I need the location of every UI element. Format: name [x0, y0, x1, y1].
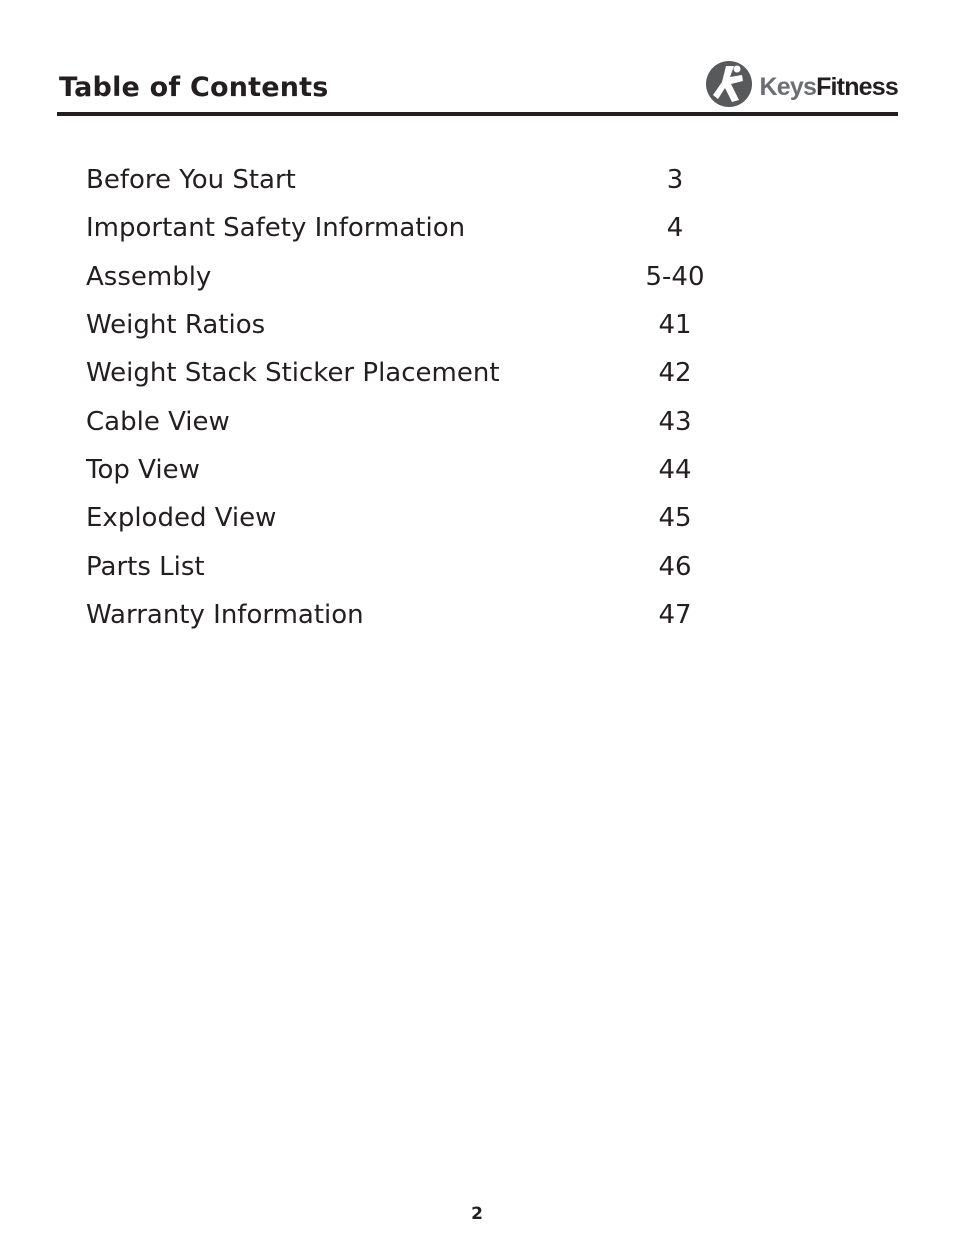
toc-entry-page: 42: [658, 358, 692, 389]
toc-entry-title: Important Safety Information: [86, 213, 466, 244]
toc-entry-page: 45: [658, 503, 692, 534]
brand-name-keys: Keys: [759, 72, 817, 101]
toc-entry-title: Exploded View: [86, 503, 277, 534]
toc-entry: [86, 156, 746, 204]
toc-entry: [86, 349, 746, 397]
toc-entry: [86, 591, 746, 639]
toc-entry-title: Weight Stack Sticker Placement: [86, 358, 500, 389]
toc-entry: [86, 204, 746, 252]
toc-entry-title: Warranty Information: [86, 599, 364, 630]
toc-entry: [86, 397, 746, 445]
toc-entry-title: Assembly: [86, 261, 212, 292]
toc-entry: [86, 542, 746, 590]
page-number: 2: [471, 1204, 483, 1224]
toc-entry: [86, 301, 746, 349]
toc-entry-page: 43: [658, 406, 692, 437]
toc-entry-title: Parts List: [86, 551, 205, 582]
toc-entry-page: 4: [666, 213, 684, 244]
toc-entry-page: 47: [658, 599, 692, 630]
page-title: Table of Contents: [59, 72, 329, 103]
toc-entry-page: 44: [658, 454, 692, 485]
toc-entry: [86, 253, 746, 301]
brand-logo: [705, 58, 898, 110]
toc-entry-title: Before You Start: [86, 165, 296, 196]
toc-entry-page: 3: [666, 165, 684, 196]
toc-entry-page: 5-40: [645, 261, 705, 292]
toc-entry-page: 46: [658, 551, 692, 582]
toc-entry-title: Cable View: [86, 406, 230, 437]
page-header: [57, 58, 898, 116]
brand-name-fitness: Fitness: [816, 72, 898, 101]
runner-logo-icon: [705, 60, 753, 108]
toc-entry-page: 41: [658, 310, 692, 341]
brand-name: [759, 72, 898, 101]
toc-entry-title: Top View: [86, 454, 200, 485]
toc-entry: [86, 446, 746, 494]
table-of-contents: [86, 156, 746, 639]
toc-entry-title: Weight Ratios: [86, 310, 266, 341]
toc-entry: [86, 494, 746, 542]
